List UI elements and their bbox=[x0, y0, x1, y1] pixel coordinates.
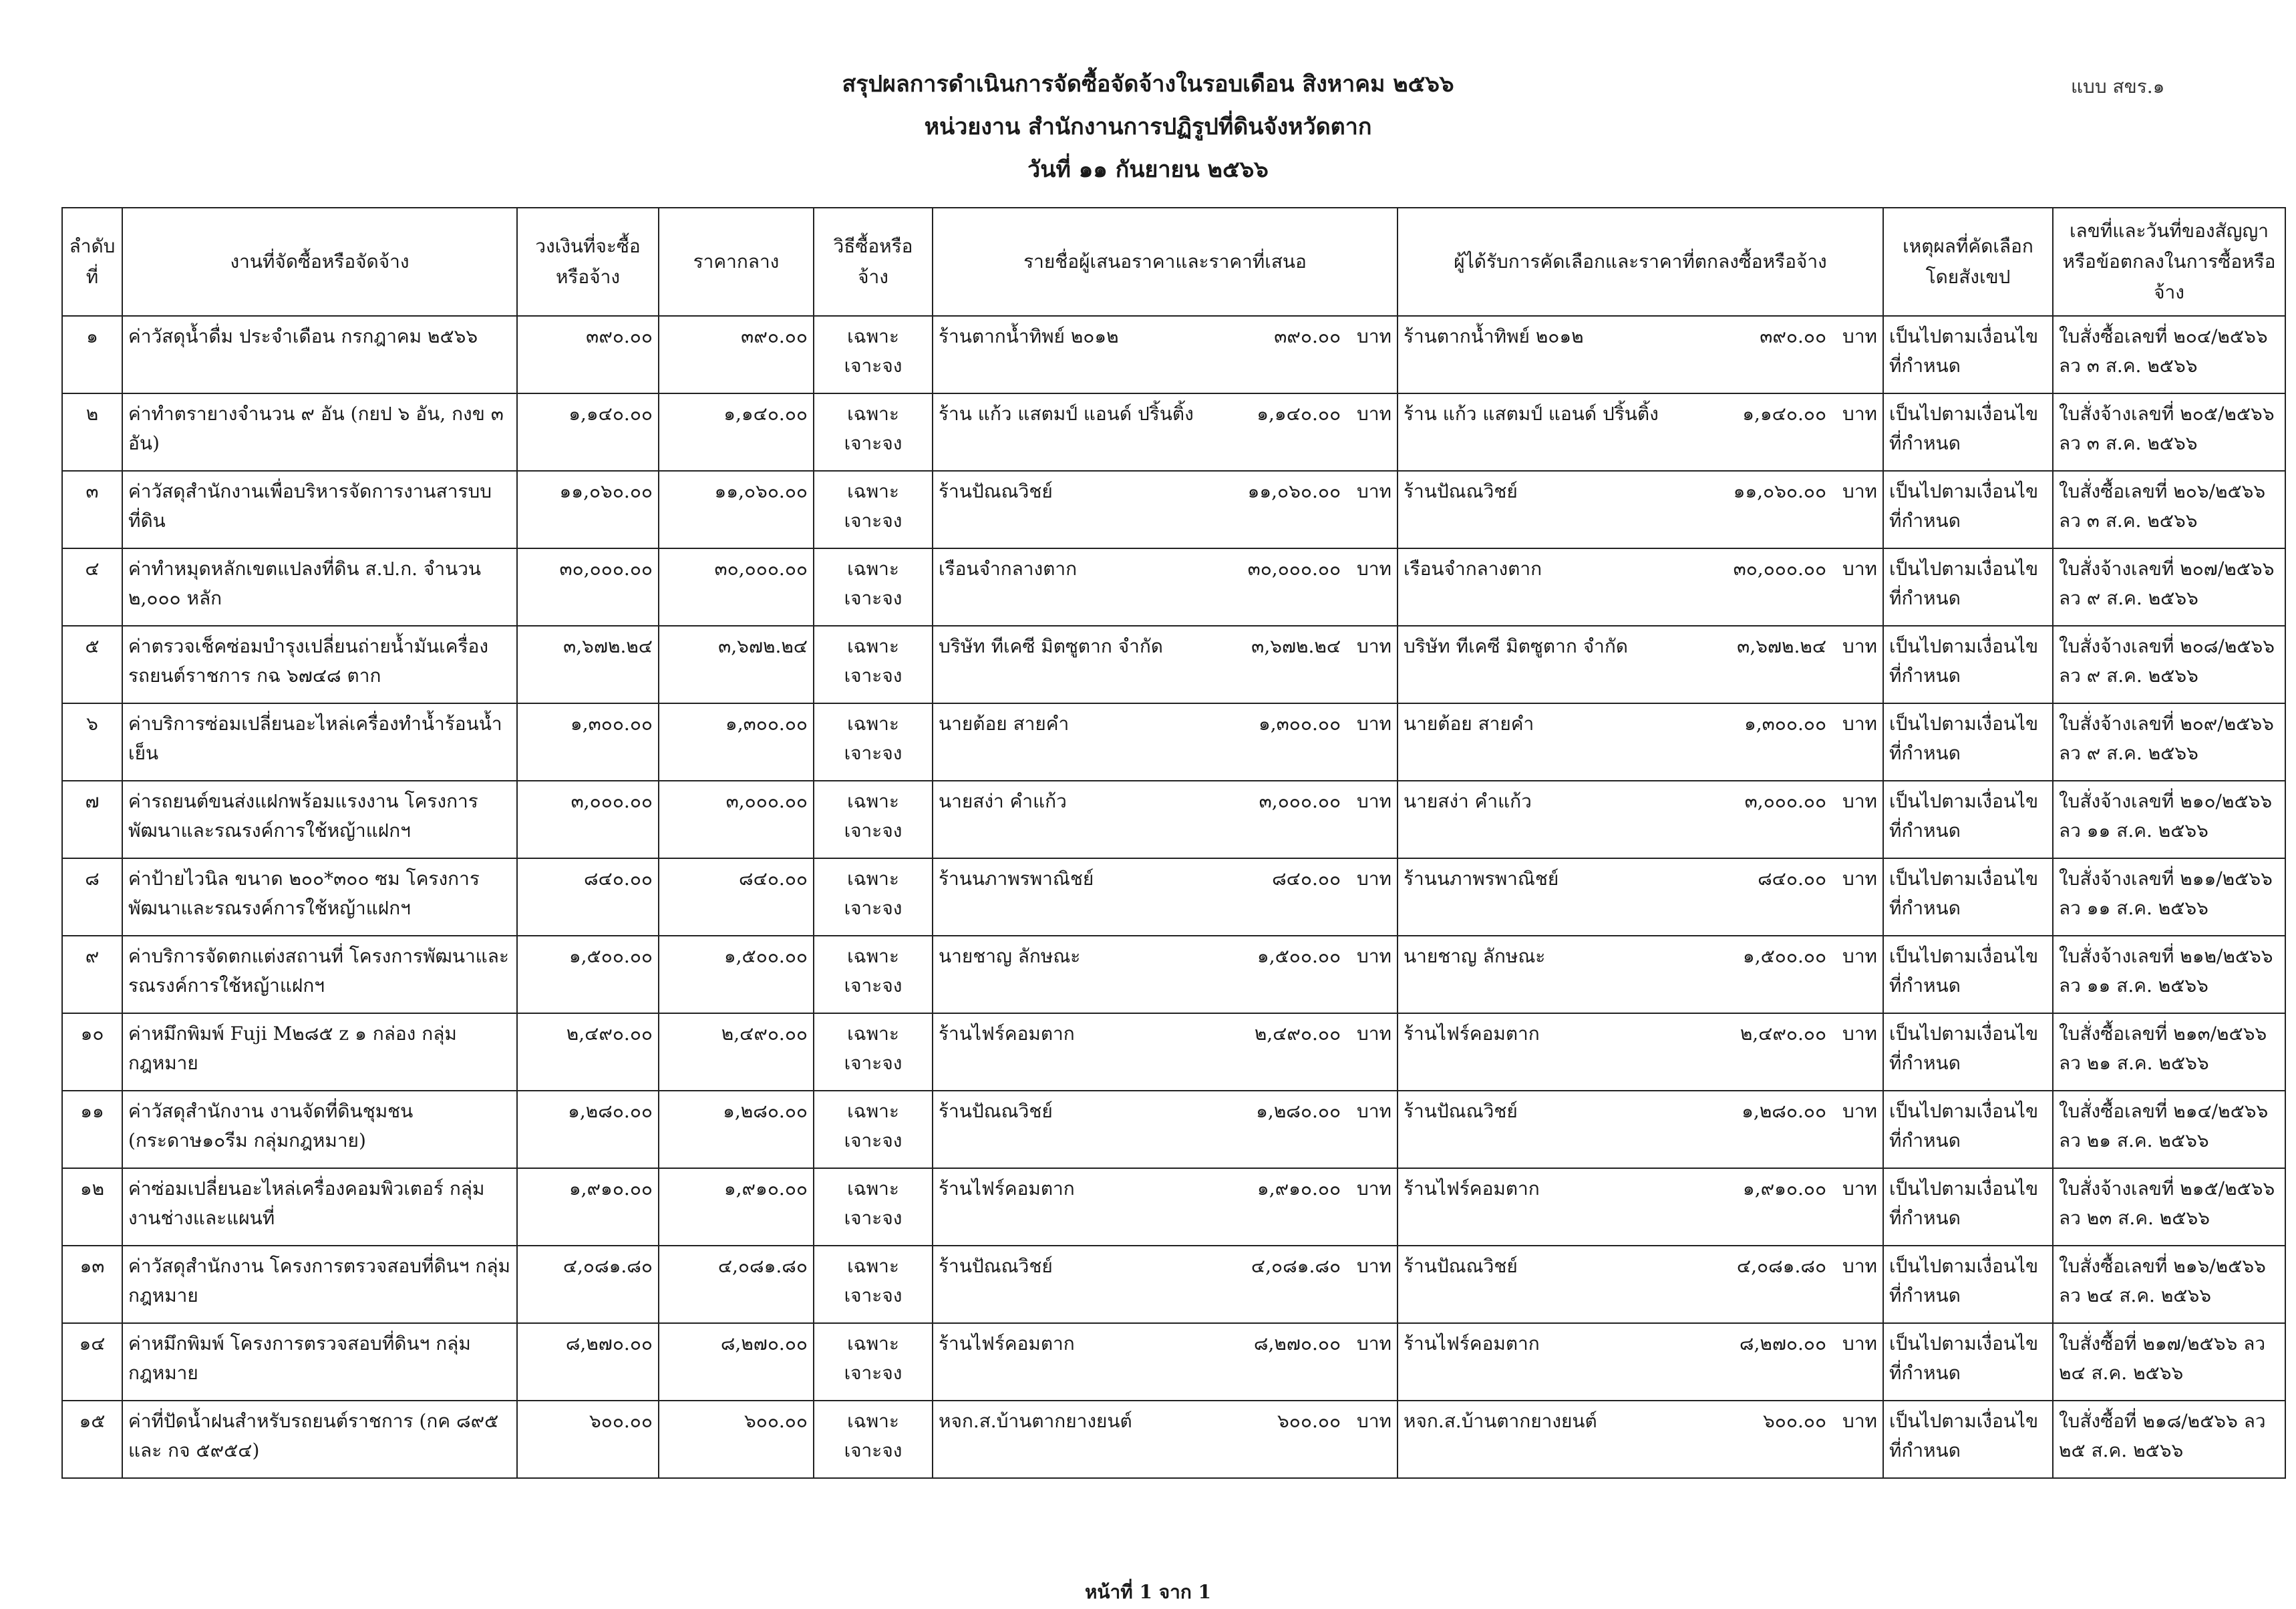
cell-contract: ใบสั่งซื้อที่ ๒๑๘/๒๕๖๖ ลว ๒๕ ส.ค. ๒๕๖๖ bbox=[2053, 1401, 2285, 1478]
cell-contract: ใบสั่งจ้างเลขที่ ๒๑๒/๒๕๖๖ ลว ๑๑ ส.ค. ๒๕๖๖ bbox=[2053, 936, 2285, 1013]
cell-winner bbox=[1398, 471, 1883, 548]
cell-item: ค่าป้ายไวนิล ขนาด ๒๐๐*๓๐๐ ซม โครงการพัฒนาและรณรงค์การใช้หญ้าแฝกฯ bbox=[122, 858, 517, 936]
cell-budget: ๖๐๐.๐๐ bbox=[517, 1401, 659, 1478]
bidder-name: ร้าน แก้ว แสตมป์ แอนด์ ปริ้นติ้ง bbox=[939, 403, 1194, 425]
cell-no: ๒ bbox=[62, 393, 122, 471]
cell-median: ๖๐๐.๐๐ bbox=[659, 1401, 814, 1478]
cell-budget: ๑,๑๔๐.๐๐ bbox=[517, 393, 659, 471]
page-number: หน้าที่ 1 จาก 1 bbox=[1084, 1581, 1212, 1603]
cell-winner bbox=[1398, 1323, 1883, 1401]
cell-reason: เป็นไปตามเงื่อนไขที่กำหนด bbox=[1883, 781, 2053, 858]
cell-median: ๓๐,๐๐๐.๐๐ bbox=[659, 548, 814, 626]
cell-no: ๓ bbox=[62, 471, 122, 548]
bid-currency: บาท bbox=[1357, 635, 1391, 657]
win-amount: ๖๐๐.๐๐ bbox=[1763, 1410, 1827, 1432]
cell-winner bbox=[1398, 1246, 1883, 1323]
cell-reason: เป็นไปตามเงื่อนไขที่กำหนด bbox=[1883, 1323, 2053, 1401]
win-amount: ๑,๓๐๐.๐๐ bbox=[1744, 713, 1827, 735]
win-amount: ๓,๐๐๐.๐๐ bbox=[1744, 790, 1827, 812]
bid-amount: ๓๐,๐๐๐.๐๐ bbox=[1247, 558, 1341, 580]
cell-budget: ๓,๐๐๐.๐๐ bbox=[517, 781, 659, 858]
cell-winner bbox=[1398, 936, 1883, 1013]
cell-method: เฉพาะเจาะจง bbox=[814, 626, 933, 703]
cell-reason: เป็นไปตามเงื่อนไขที่กำหนด bbox=[1883, 936, 2053, 1013]
bid-amount: ๑,๕๐๐.๐๐ bbox=[1257, 945, 1341, 967]
cell-budget: ๘,๒๗๐.๐๐ bbox=[517, 1323, 659, 1401]
bid-currency: บาท bbox=[1357, 1332, 1391, 1355]
cell-reason: เป็นไปตามเงื่อนไขที่กำหนด bbox=[1883, 1401, 2053, 1478]
cell-item: ค่าบริการจัดตกแต่งสถานที่ โครงการพัฒนาและรณรงค์การใช้หญ้าแฝกฯ bbox=[122, 936, 517, 1013]
win-currency: บาท bbox=[1842, 1255, 1877, 1277]
winner-name: หจก.ส.บ้านตากยางยนต์ bbox=[1404, 1410, 1597, 1432]
table-row bbox=[62, 393, 2285, 471]
win-currency: บาท bbox=[1842, 403, 1877, 425]
cell-median: ๔,๐๘๑.๘๐ bbox=[659, 1246, 814, 1323]
col-header-no: ลำดับที่ bbox=[62, 208, 122, 316]
cell-item: ค่าวัสดุสำนักงาน งานจัดที่ดินชุมชน (กระดาษ๑๐รีม กลุ่มกฎหมาย) bbox=[122, 1091, 517, 1168]
winner-name: ร้าน แก้ว แสตมป์ แอนด์ ปริ้นติ้ง bbox=[1404, 403, 1659, 425]
win-amount: ๘๔๐.๐๐ bbox=[1758, 868, 1827, 890]
bid-amount: ๓,๐๐๐.๐๐ bbox=[1259, 790, 1341, 812]
cell-winner bbox=[1398, 1401, 1883, 1478]
cell-budget: ๒,๔๙๐.๐๐ bbox=[517, 1013, 659, 1091]
report-date: วันที่ ๑๑ กันยายน ๒๕๖๖ bbox=[1027, 156, 1269, 183]
cell-method: เฉพาะเจาะจง bbox=[814, 548, 933, 626]
bidder-name: ร้านไฟร์คอมตาก bbox=[939, 1023, 1075, 1045]
win-amount: ๑๑,๐๖๐.๐๐ bbox=[1733, 480, 1827, 502]
winner-name: ร้านนภาพรพาณิชย์ bbox=[1404, 868, 1559, 890]
bid-amount: ๘๔๐.๐๐ bbox=[1272, 868, 1341, 890]
bidder-name: ร้านปัณณวิชย์ bbox=[939, 1255, 1053, 1277]
bidder-name: หจก.ส.บ้านตากยางยนต์ bbox=[939, 1410, 1132, 1432]
win-amount: ๒,๔๙๐.๐๐ bbox=[1740, 1023, 1827, 1045]
winner-name: นายชาญ ลักษณะ bbox=[1404, 945, 1546, 967]
winner-name: ร้านไฟร์คอมตาก bbox=[1404, 1178, 1540, 1200]
cell-contract: ใบสั่งจ้างเลขที่ ๒๑๐/๒๕๖๖ ลว ๑๑ ส.ค. ๒๕๖๖ bbox=[2053, 781, 2285, 858]
bidder-name: ร้านไฟร์คอมตาก bbox=[939, 1332, 1075, 1355]
bid-amount: ๘,๒๗๐.๐๐ bbox=[1253, 1332, 1341, 1355]
cell-method: เฉพาะเจาะจง bbox=[814, 316, 933, 393]
cell-winner bbox=[1398, 316, 1883, 393]
cell-bidder bbox=[933, 548, 1398, 626]
table-row bbox=[62, 626, 2285, 703]
win-currency: บาท bbox=[1842, 1023, 1877, 1045]
agency-name: หน่วยงาน สำนักงานการปฏิรูปที่ดินจังหวัดตาก bbox=[924, 114, 1372, 140]
table-row bbox=[62, 1013, 2285, 1091]
cell-budget: ๘๔๐.๐๐ bbox=[517, 858, 659, 936]
win-amount: ๘,๒๗๐.๐๐ bbox=[1739, 1332, 1827, 1355]
cell-winner bbox=[1398, 703, 1883, 781]
cell-median: ๑๑,๐๖๐.๐๐ bbox=[659, 471, 814, 548]
cell-contract: ใบสั่งจ้างเลขที่ ๒๐๘/๒๕๖๖ ลว ๙ ส.ค. ๒๕๖๖ bbox=[2053, 626, 2285, 703]
winner-name: ร้านไฟร์คอมตาก bbox=[1404, 1023, 1540, 1045]
cell-median: ๓,๐๐๐.๐๐ bbox=[659, 781, 814, 858]
cell-reason: เป็นไปตามเงื่อนไขที่กำหนด bbox=[1883, 703, 2053, 781]
col-header-budget: วงเงินที่จะซื้อหรือจ้าง bbox=[517, 208, 659, 316]
cell-reason: เป็นไปตามเงื่อนไขที่กำหนด bbox=[1883, 626, 2053, 703]
bid-currency: บาท bbox=[1357, 1255, 1391, 1277]
cell-budget: ๑,๒๘๐.๐๐ bbox=[517, 1091, 659, 1168]
winner-name: ร้านไฟร์คอมตาก bbox=[1404, 1332, 1540, 1355]
cell-item: ค่าทำตรายางจำนวน ๙ อัน (กยป ๖ อัน, กงข ๓ อัน) bbox=[122, 393, 517, 471]
cell-contract: ใบสั่งซื้อเลขที่ ๒๑๔/๒๕๖๖ ลว ๒๑ ส.ค. ๒๕๖๖ bbox=[2053, 1091, 2285, 1168]
cell-method: เฉพาะเจาะจง bbox=[814, 1323, 933, 1401]
cell-winner bbox=[1398, 1091, 1883, 1168]
cell-contract: ใบสั่งจ้างเลขที่ ๒๑๕/๒๕๖๖ ลว ๒๓ ส.ค. ๒๕๖๖ bbox=[2053, 1168, 2285, 1246]
winner-name: ร้านตากน้ำทิพย์ ๒๐๑๒ bbox=[1404, 325, 1584, 347]
win-currency: บาท bbox=[1842, 1178, 1877, 1200]
bid-currency: บาท bbox=[1357, 713, 1391, 735]
cell-no: ๑ bbox=[62, 316, 122, 393]
cell-item: ค่ารถยนต์ขนส่งแฝกพร้อมแรงงาน โครงการพัฒนาและรณรงค์การใช้หญ้าแฝกฯ bbox=[122, 781, 517, 858]
table-body bbox=[62, 316, 2285, 1478]
cell-bidder bbox=[933, 1401, 1398, 1478]
win-currency: บาท bbox=[1842, 868, 1877, 890]
bid-currency: บาท bbox=[1357, 325, 1391, 347]
form-code: แบบ สขร.๑ bbox=[2071, 75, 2165, 98]
cell-method: เฉพาะเจาะจง bbox=[814, 858, 933, 936]
cell-no: ๘ bbox=[62, 858, 122, 936]
cell-no: ๑๒ bbox=[62, 1168, 122, 1246]
cell-no: ๑๕ bbox=[62, 1401, 122, 1478]
win-amount: ๓๐,๐๐๐.๐๐ bbox=[1733, 558, 1827, 580]
cell-contract: ใบสั่งซื้อเลขที่ ๒๑๓/๒๕๖๖ ลว ๒๑ ส.ค. ๒๕๖๖ bbox=[2053, 1013, 2285, 1091]
cell-no: ๑๓ bbox=[62, 1246, 122, 1323]
cell-median: ๑,๑๔๐.๐๐ bbox=[659, 393, 814, 471]
bidder-name: ร้านตากน้ำทิพย์ ๒๐๑๒ bbox=[939, 325, 1119, 347]
win-currency: บาท bbox=[1842, 1332, 1877, 1355]
table-row bbox=[62, 936, 2285, 1013]
cell-reason: เป็นไปตามเงื่อนไขที่กำหนด bbox=[1883, 1091, 2053, 1168]
bid-currency: บาท bbox=[1357, 480, 1391, 502]
bid-currency: บาท bbox=[1357, 558, 1391, 580]
table-row bbox=[62, 1401, 2285, 1478]
cell-contract: ใบสั่งจ้างเลขที่ ๒๐๙/๒๕๖๖ ลว ๙ ส.ค. ๒๕๖๖ bbox=[2053, 703, 2285, 781]
cell-no: ๔ bbox=[62, 548, 122, 626]
table-row bbox=[62, 471, 2285, 548]
cell-bidder bbox=[933, 316, 1398, 393]
cell-reason: เป็นไปตามเงื่อนไขที่กำหนด bbox=[1883, 548, 2053, 626]
table-header-row bbox=[62, 208, 2285, 316]
win-currency: บาท bbox=[1842, 558, 1877, 580]
win-amount: ๑,๙๑๐.๐๐ bbox=[1742, 1178, 1827, 1200]
col-header-winner: ผู้ได้รับการคัดเลือกและราคาที่ตกลงซื้อหรือจ้าง bbox=[1398, 208, 1883, 316]
win-currency: บาท bbox=[1842, 790, 1877, 812]
cell-reason: เป็นไปตามเงื่อนไขที่กำหนด bbox=[1883, 393, 2053, 471]
cell-budget: ๑๑,๐๖๐.๐๐ bbox=[517, 471, 659, 548]
table-row bbox=[62, 1168, 2285, 1246]
cell-winner bbox=[1398, 626, 1883, 703]
cell-winner bbox=[1398, 858, 1883, 936]
cell-budget: ๓,๖๗๒.๒๔ bbox=[517, 626, 659, 703]
win-amount: ๓,๖๗๒.๒๔ bbox=[1737, 635, 1827, 657]
col-header-item: งานที่จัดซื้อหรือจัดจ้าง bbox=[122, 208, 517, 316]
bid-amount: ๑,๙๑๐.๐๐ bbox=[1257, 1178, 1341, 1200]
bidder-name: ร้านนภาพรพาณิชย์ bbox=[939, 868, 1094, 890]
win-currency: บาท bbox=[1842, 325, 1877, 347]
cell-budget: ๑,๕๐๐.๐๐ bbox=[517, 936, 659, 1013]
winner-name: ร้านปัณณวิชย์ bbox=[1404, 1100, 1518, 1122]
cell-reason: เป็นไปตามเงื่อนไขที่กำหนด bbox=[1883, 316, 2053, 393]
win-currency: บาท bbox=[1842, 635, 1877, 657]
cell-reason: เป็นไปตามเงื่อนไขที่กำหนด bbox=[1883, 471, 2053, 548]
bid-amount: ๓,๖๗๒.๒๔ bbox=[1251, 635, 1341, 657]
cell-method: เฉพาะเจาะจง bbox=[814, 393, 933, 471]
cell-no: ๑๔ bbox=[62, 1323, 122, 1401]
col-header-contract: เลขที่และวันที่ของสัญญาหรือข้อตกลงในการซื้อหรือจ้าง bbox=[2053, 208, 2285, 316]
bid-currency: บาท bbox=[1357, 790, 1391, 812]
win-currency: บาท bbox=[1842, 945, 1877, 967]
bid-amount: ๑,๒๘๐.๐๐ bbox=[1256, 1100, 1341, 1122]
winner-name: ร้านปัณณวิชย์ bbox=[1404, 480, 1518, 502]
cell-bidder bbox=[933, 1323, 1398, 1401]
cell-median: ๓๙๐.๐๐ bbox=[659, 316, 814, 393]
bid-amount: ๔,๐๘๑.๘๐ bbox=[1251, 1255, 1341, 1277]
cell-bidder bbox=[933, 393, 1398, 471]
col-header-bidders: รายชื่อผู้เสนอราคาและราคาที่เสนอ bbox=[933, 208, 1398, 316]
cell-budget: ๓๙๐.๐๐ bbox=[517, 316, 659, 393]
cell-budget: ๓๐,๐๐๐.๐๐ bbox=[517, 548, 659, 626]
bidder-name: นายชาญ ลักษณะ bbox=[939, 945, 1081, 967]
bidder-name: ร้านปัณณวิชย์ bbox=[939, 480, 1053, 502]
cell-bidder bbox=[933, 703, 1398, 781]
win-currency: บาท bbox=[1842, 713, 1877, 735]
win-currency: บาท bbox=[1842, 1410, 1877, 1432]
cell-median: ๑,๙๑๐.๐๐ bbox=[659, 1168, 814, 1246]
cell-median: ๑,๒๘๐.๐๐ bbox=[659, 1091, 814, 1168]
cell-budget: ๑,๙๑๐.๐๐ bbox=[517, 1168, 659, 1246]
cell-winner bbox=[1398, 1168, 1883, 1246]
win-amount: ๑,๕๐๐.๐๐ bbox=[1742, 945, 1827, 967]
col-header-method: วิธีซื้อหรือจ้าง bbox=[814, 208, 933, 316]
bid-amount: ๖๐๐.๐๐ bbox=[1277, 1410, 1341, 1432]
cell-method: เฉพาะเจาะจง bbox=[814, 1013, 933, 1091]
win-currency: บาท bbox=[1842, 480, 1877, 502]
cell-bidder bbox=[933, 936, 1398, 1013]
cell-contract: ใบสั่งจ้างเลขที่ ๒๐๕/๒๕๖๖ ลว ๓ ส.ค. ๒๕๖๖ bbox=[2053, 393, 2285, 471]
cell-no: ๕ bbox=[62, 626, 122, 703]
cell-median: ๘,๒๗๐.๐๐ bbox=[659, 1323, 814, 1401]
winner-name: นายสง่า คำแก้ว bbox=[1404, 790, 1532, 812]
bidder-name: นายต้อย สายคำ bbox=[939, 713, 1070, 735]
report-title: สรุปผลการดำเนินการจัดซื้อจัดจ้างในรอบเดือน สิงหาคม ๒๕๖๖ bbox=[842, 71, 1454, 98]
bid-amount: ๒,๔๙๐.๐๐ bbox=[1254, 1023, 1341, 1045]
cell-contract: ใบสั่งซื้อเลขที่ ๒๐๔/๒๕๖๖ ลว ๓ ส.ค. ๒๕๖๖ bbox=[2053, 316, 2285, 393]
cell-bidder bbox=[933, 781, 1398, 858]
bid-currency: บาท bbox=[1357, 1100, 1391, 1122]
table-row bbox=[62, 858, 2285, 936]
cell-bidder bbox=[933, 1013, 1398, 1091]
table-row bbox=[62, 1091, 2285, 1168]
bid-currency: บาท bbox=[1357, 1023, 1391, 1045]
cell-reason: เป็นไปตามเงื่อนไขที่กำหนด bbox=[1883, 1246, 2053, 1323]
cell-bidder bbox=[933, 858, 1398, 936]
bidder-name: เรือนจำกลางตาก bbox=[939, 558, 1078, 580]
cell-winner bbox=[1398, 781, 1883, 858]
procurement-table bbox=[61, 207, 2286, 1479]
col-header-median: ราคากลาง bbox=[659, 208, 814, 316]
cell-no: ๖ bbox=[62, 703, 122, 781]
col-header-reason: เหตุผลที่คัดเลือกโดยสังเขป bbox=[1883, 208, 2053, 316]
cell-method: เฉพาะเจาะจง bbox=[814, 471, 933, 548]
cell-reason: เป็นไปตามเงื่อนไขที่กำหนด bbox=[1883, 858, 2053, 936]
cell-budget: ๑,๓๐๐.๐๐ bbox=[517, 703, 659, 781]
cell-median: ๓,๖๗๒.๒๔ bbox=[659, 626, 814, 703]
win-amount: ๓๙๐.๐๐ bbox=[1760, 325, 1827, 347]
cell-method: เฉพาะเจาะจง bbox=[814, 1168, 933, 1246]
cell-median: ๑,๕๐๐.๐๐ bbox=[659, 936, 814, 1013]
table-row bbox=[62, 1246, 2285, 1323]
cell-item: ค่าทำหมุดหลักเขตแปลงที่ดิน ส.ป.ก. จำนวน ๒,๐๐๐ หลัก bbox=[122, 548, 517, 626]
cell-no: ๗ bbox=[62, 781, 122, 858]
cell-budget: ๔,๐๘๑.๘๐ bbox=[517, 1246, 659, 1323]
bidder-name: นายสง่า คำแก้ว bbox=[939, 790, 1067, 812]
cell-method: เฉพาะเจาะจง bbox=[814, 703, 933, 781]
cell-winner bbox=[1398, 548, 1883, 626]
cell-item: ค่าหมึกพิมพ์ Fuji M๒๘๕ z ๑ กล่อง กลุ่มกฎหมาย bbox=[122, 1013, 517, 1091]
bid-currency: บาท bbox=[1357, 945, 1391, 967]
bid-currency: บาท bbox=[1357, 1178, 1391, 1200]
win-amount: ๔,๐๘๑.๘๐ bbox=[1736, 1255, 1827, 1277]
cell-method: เฉพาะเจาะจง bbox=[814, 1246, 933, 1323]
win-currency: บาท bbox=[1842, 1100, 1877, 1122]
cell-no: ๑๑ bbox=[62, 1091, 122, 1168]
win-amount: ๑,๑๔๐.๐๐ bbox=[1742, 403, 1827, 425]
table-row bbox=[62, 1323, 2285, 1401]
cell-item: ค่าวัสดุสำนักงาน โครงการตรวจสอบที่ดินฯ กลุ่มกฎหมาย bbox=[122, 1246, 517, 1323]
cell-median: ๒,๔๙๐.๐๐ bbox=[659, 1013, 814, 1091]
table-row bbox=[62, 703, 2285, 781]
table-row bbox=[62, 548, 2285, 626]
cell-bidder bbox=[933, 1246, 1398, 1323]
cell-bidder bbox=[933, 1091, 1398, 1168]
bid-amount: ๑๑,๐๖๐.๐๐ bbox=[1247, 480, 1341, 502]
cell-bidder bbox=[933, 471, 1398, 548]
bidder-name: ร้านไฟร์คอมตาก bbox=[939, 1178, 1075, 1200]
bidder-name: ร้านปัณณวิชย์ bbox=[939, 1100, 1053, 1122]
cell-item: ค่าซ่อมเปลี่ยนอะไหล่เครื่องคอมพิวเตอร์ กลุ่มงานช่างและแผนที่ bbox=[122, 1168, 517, 1246]
winner-name: ร้านปัณณวิชย์ bbox=[1404, 1255, 1518, 1277]
cell-contract: ใบสั่งจ้างเลขที่ ๒๐๗/๒๕๖๖ ลว ๙ ส.ค. ๒๕๖๖ bbox=[2053, 548, 2285, 626]
win-amount: ๑,๒๘๐.๐๐ bbox=[1742, 1100, 1827, 1122]
cell-reason: เป็นไปตามเงื่อนไขที่กำหนด bbox=[1883, 1168, 2053, 1246]
bid-currency: บาท bbox=[1357, 403, 1391, 425]
bid-amount: ๑,๓๐๐.๐๐ bbox=[1258, 713, 1341, 735]
cell-method: เฉพาะเจาะจง bbox=[814, 781, 933, 858]
winner-name: เรือนจำกลางตาก bbox=[1404, 558, 1542, 580]
bidder-name: บริษัท ทีเคซี มิตซูตาก จำกัด bbox=[939, 635, 1163, 657]
cell-winner bbox=[1398, 1013, 1883, 1091]
winner-name: นายต้อย สายคำ bbox=[1404, 713, 1534, 735]
bid-amount: ๓๙๐.๐๐ bbox=[1274, 325, 1341, 347]
cell-item: ค่าตรวจเช็คซ่อมบำรุงเปลี่ยนถ่ายน้ำมันเครื่อง รถยนต์ราชการ กฉ ๖๗๔๘ ตาก bbox=[122, 626, 517, 703]
cell-contract: ใบสั่งซื้อเลขที่ ๒๑๖/๒๕๖๖ ลว ๒๔ ส.ค. ๒๕๖๖ bbox=[2053, 1246, 2285, 1323]
cell-winner bbox=[1398, 393, 1883, 471]
cell-median: ๑,๓๐๐.๐๐ bbox=[659, 703, 814, 781]
bid-amount: ๑,๑๔๐.๐๐ bbox=[1257, 403, 1341, 425]
cell-item: ค่าหมึกพิมพ์ โครงการตรวจสอบที่ดินฯ กลุ่มกฎหมาย bbox=[122, 1323, 517, 1401]
cell-item: ค่าวัสดุสำนักงานเพื่อบริหารจัดการงานสารบบที่ดิน bbox=[122, 471, 517, 548]
cell-bidder bbox=[933, 1168, 1398, 1246]
winner-name: บริษัท ทีเคซี มิตซูตาก จำกัด bbox=[1404, 635, 1628, 657]
bid-currency: บาท bbox=[1357, 868, 1391, 890]
cell-reason: เป็นไปตามเงื่อนไขที่กำหนด bbox=[1883, 1013, 2053, 1091]
cell-no: ๑๐ bbox=[62, 1013, 122, 1091]
cell-contract: ใบสั่งจ้างเลขที่ ๒๑๑/๒๕๖๖ ลว ๑๑ ส.ค. ๒๕๖๖ bbox=[2053, 858, 2285, 936]
cell-contract: ใบสั่งซื้อเลขที่ ๒๐๖/๒๕๖๖ ลว ๓ ส.ค. ๒๕๖๖ bbox=[2053, 471, 2285, 548]
cell-no: ๙ bbox=[62, 936, 122, 1013]
cell-item: ค่าบริการซ่อมเปลี่ยนอะไหล่เครื่องทำน้ำร้อนน้ำเย็น bbox=[122, 703, 517, 781]
table-row bbox=[62, 316, 2285, 393]
cell-method: เฉพาะเจาะจง bbox=[814, 1091, 933, 1168]
cell-median: ๘๔๐.๐๐ bbox=[659, 858, 814, 936]
table-row bbox=[62, 781, 2285, 858]
cell-method: เฉพาะเจาะจง bbox=[814, 1401, 933, 1478]
cell-bidder bbox=[933, 626, 1398, 703]
bid-currency: บาท bbox=[1357, 1410, 1391, 1432]
cell-contract: ใบสั่งซื้อที่ ๒๑๗/๒๕๖๖ ลว ๒๔ ส.ค. ๒๕๖๖ bbox=[2053, 1323, 2285, 1401]
cell-method: เฉพาะเจาะจง bbox=[814, 936, 933, 1013]
cell-item: ค่าวัสดุน้ำดื่ม ประจำเดือน กรกฎาคม ๒๕๖๖ bbox=[122, 316, 517, 393]
cell-item: ค่าที่ปัดน้ำฝนสำหรับรถยนต์ราชการ (กค ๘๙๕ และ กจ ๕๙๕๔) bbox=[122, 1401, 517, 1478]
